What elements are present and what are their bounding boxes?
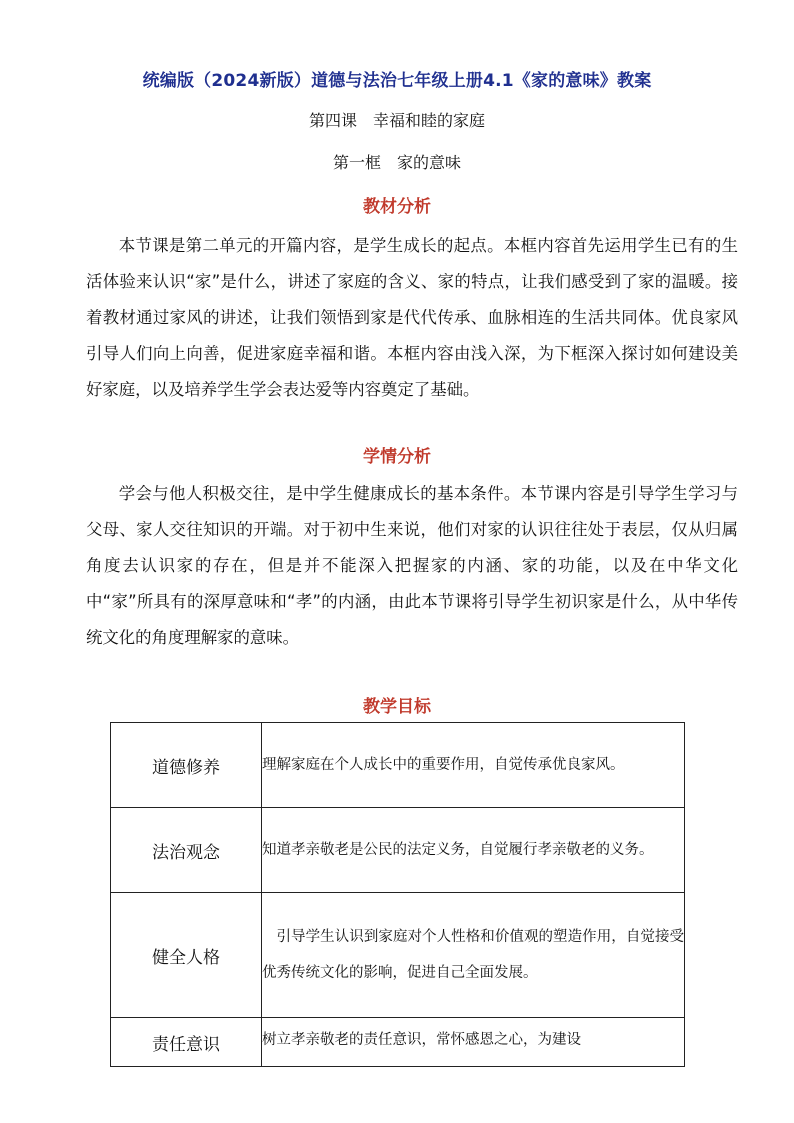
heading-textbook-analysis: 教材分析 [363,197,431,217]
table-row [111,893,685,1018]
table-row [111,723,685,808]
table-row [111,808,685,893]
lesson-title: 第四课 幸福和睦的家庭 [308,111,485,130]
table-row [111,1018,685,1067]
heading-student-analysis: 学情分析 [363,447,431,467]
document-title: 统编版（2024新版）道德与法治七年级上册4.1《家的意味》教案 [142,71,652,91]
paragraph-student-analysis: 学会与他人积极交往，是中学生健康成长的基本条件。本节课内容是引导学生学习与父母、家人交往知识的开端。对于初中生来说，他们对家的认识往往处于表层，仅从归属角度去认识家的存在，但是并不能深入把握家的内涵、家的功能，以及在中华文化中“家”所具有的深厚意味和“孝”的内涵，由此本节课将引导学生初识家是什么，从中华传统文化的角度理解家的意味。 [86,484,738,647]
heading-teaching-goals: 教学目标 [363,697,431,717]
goal-category: 健全人格 [111,893,262,1018]
goal-category: 道德修养 [111,723,262,808]
paragraph-textbook-analysis: 本节课是第二单元的开篇内容，是学生成长的起点。本框内容首先运用学生已有的生活体验来认识“家”是什么，讲述了家庭的含义、家的特点，让我们感受到了家的温暖。接着教材通过家风的讲述，让我们领悟到家是代代传承、血脉相连的生活共同体。优良家风引导人们向上向善，促进家庭幸福和谐。本框内容由浅入深，为下框深入探讨如何建设美好家庭，以及培养学生学会表达爱等内容奠定了基础。 [86,236,738,399]
teaching-goals-table [110,722,685,1067]
goal-description: 知道孝亲敬老是公民的法定义务，自觉履行孝亲敬老的义务。 [262,808,685,893]
goal-description: 树立孝亲敬老的责任意识，常怀感恩之心，为建设 [262,1018,685,1067]
goal-description: 引导学生认识到家庭对个人性格和价值观的塑造作用，自觉接受优秀传统文化的影响，促进自己全面发展。 [262,893,685,1018]
goal-category: 责任意识 [111,1018,262,1067]
section-title: 第一框 家的意味 [332,153,461,172]
goal-category: 法治观念 [111,808,262,893]
goal-description: 理解家庭在个人成长中的重要作用，自觉传承优良家风。 [262,723,685,808]
